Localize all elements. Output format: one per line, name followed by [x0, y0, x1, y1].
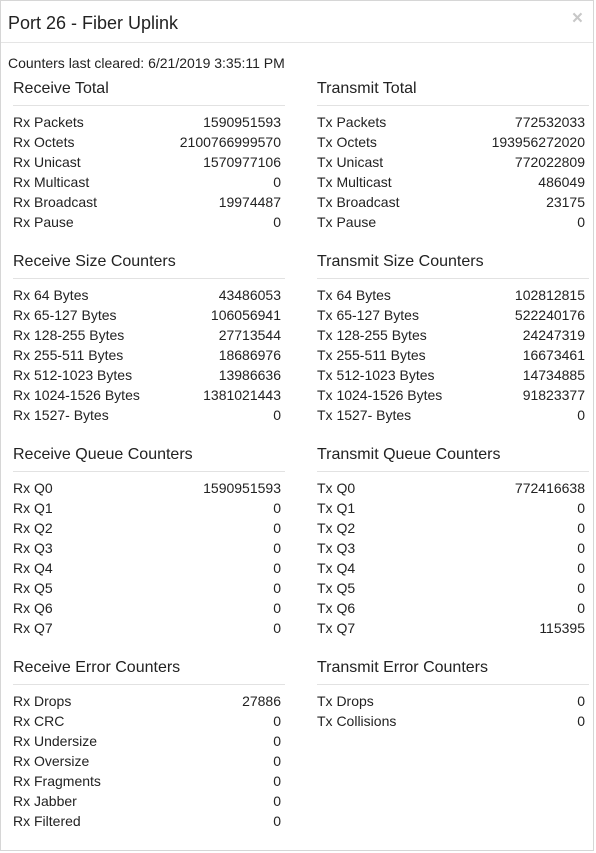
counter-row: [13, 345, 281, 365]
receive-size-counters-section: [13, 246, 281, 425]
counter-label: Rx 1024-1526 Bytes: [13, 387, 140, 403]
counter-label: Rx Drops: [13, 693, 72, 709]
counter-row: [317, 478, 585, 498]
counter-label: Tx 512-1023 Bytes: [317, 367, 435, 383]
counter-label: Tx Q1: [317, 500, 356, 516]
counter-row: [317, 558, 585, 578]
counter-row: [13, 538, 281, 558]
counter-label: Tx 1024-1526 Bytes: [317, 387, 443, 403]
counter-row: [13, 325, 281, 345]
counter-value: 0: [273, 560, 281, 576]
counter-value: 24247319: [522, 327, 585, 343]
counter-label: Rx Q0: [13, 480, 53, 496]
counter-value: 14734885: [522, 367, 585, 383]
counter-row: [13, 558, 281, 578]
counter-row: [317, 285, 585, 305]
counter-row: [317, 192, 585, 212]
section-title: Transmit Queue Counters: [317, 439, 589, 472]
counter-value: 0: [273, 407, 281, 423]
counter-label: Rx Q1: [13, 500, 53, 516]
counter-value: 193956272020: [491, 134, 585, 150]
counters-cleared-text: Counters last cleared: 6/21/2019 3:35:11 PM: [8, 55, 285, 71]
counter-row: [13, 305, 281, 325]
counter-row: [13, 192, 281, 212]
counter-value: 0: [577, 580, 585, 596]
counter-value: 27713544: [218, 327, 281, 343]
counter-label: Rx Fragments: [13, 773, 101, 789]
counter-label: Rx CRC: [13, 713, 65, 729]
counter-row: [317, 538, 585, 558]
counter-value: 0: [273, 580, 281, 596]
receive-column: [13, 73, 281, 831]
transmit-size-counters-section: [317, 246, 585, 425]
counter-value: 0: [273, 620, 281, 636]
counter-value: 0: [273, 793, 281, 809]
counter-row: [13, 711, 281, 731]
counter-value: 772532033: [514, 114, 585, 130]
counter-label: Tx Packets: [317, 114, 387, 130]
receive-error-counters-section: [13, 652, 281, 831]
section-title: Transmit Total: [317, 73, 589, 106]
section-spacer: [13, 425, 281, 439]
counter-row: [13, 578, 281, 598]
counter-value: 0: [273, 520, 281, 536]
counter-label: Tx 128-255 Bytes: [317, 327, 427, 343]
counter-row: [317, 498, 585, 518]
counter-value: 772022809: [514, 154, 585, 170]
counter-row: [317, 132, 585, 152]
counter-label: Tx Q2: [317, 520, 356, 536]
counter-row: [317, 578, 585, 598]
counter-row: [317, 365, 585, 385]
counter-value: 23175: [546, 194, 585, 210]
counter-label: Rx 512-1023 Bytes: [13, 367, 133, 383]
counter-label: Tx Multicast: [317, 174, 392, 190]
counter-value: 0: [273, 540, 281, 556]
section-title: Transmit Error Counters: [317, 652, 589, 685]
dialog-title: Port 26 - Fiber Uplink: [8, 13, 179, 33]
counter-row: [13, 618, 281, 638]
counter-value: 16673461: [522, 347, 585, 363]
counter-label: Tx 64 Bytes: [317, 287, 391, 303]
counter-value: 18686976: [218, 347, 281, 363]
counter-row: [317, 385, 585, 405]
counter-value: 0: [273, 773, 281, 789]
counter-label: Rx Q3: [13, 540, 53, 556]
counter-value: 1590951593: [203, 480, 281, 496]
counter-label: Tx Octets: [317, 134, 377, 150]
counter-value: 19974487: [218, 194, 281, 210]
counter-value: 0: [273, 713, 281, 729]
counter-value: 1590951593: [203, 114, 281, 130]
counter-label: Rx Oversize: [13, 753, 90, 769]
counter-row: [13, 771, 281, 791]
section-title: Receive Total: [13, 73, 285, 106]
counter-label: Rx Multicast: [13, 174, 90, 190]
counter-row: [317, 691, 585, 711]
counter-row: [317, 325, 585, 345]
counter-row: [13, 172, 281, 192]
counter-row: [13, 285, 281, 305]
receive-total-section: [13, 73, 281, 232]
counter-label: Rx Q4: [13, 560, 53, 576]
counter-label: Tx 255-511 Bytes: [317, 347, 426, 363]
counter-label: Tx 1527- Bytes: [317, 407, 412, 423]
counter-value: 0: [273, 753, 281, 769]
counter-value: 0: [577, 500, 585, 516]
counter-row: [13, 212, 281, 232]
section-spacer: [317, 232, 585, 246]
counter-row: [13, 112, 281, 132]
counter-value: 0: [577, 713, 585, 729]
counter-value: 13986636: [218, 367, 281, 383]
close-icon[interactable]: ×: [571, 8, 583, 29]
counter-row: [317, 598, 585, 618]
counter-value: 102812815: [514, 287, 585, 303]
counter-label: Tx Q0: [317, 480, 356, 496]
counter-label: Rx Jabber: [13, 793, 77, 809]
counter-label: Rx 1527- Bytes: [13, 407, 109, 423]
counter-label: Tx Unicast: [317, 154, 384, 170]
counter-label: Rx 255-511 Bytes: [13, 347, 124, 363]
counter-row: [13, 518, 281, 538]
counter-label: Rx Unicast: [13, 154, 81, 170]
counter-value: 0: [577, 540, 585, 556]
counter-row: [13, 152, 281, 172]
counter-row: [13, 498, 281, 518]
counter-row: [317, 405, 585, 425]
counter-value: 0: [273, 733, 281, 749]
transmit-error-counters-section: [317, 652, 585, 731]
counter-row: [13, 791, 281, 811]
section-title: Receive Error Counters: [13, 652, 285, 685]
transmit-total-section: [317, 73, 585, 232]
counter-label: Rx Q6: [13, 600, 53, 616]
counter-value: 2100766999570: [179, 134, 281, 150]
counter-label: Rx Q7: [13, 620, 53, 636]
counter-value: 91823377: [522, 387, 585, 403]
counter-label: Rx Undersize: [13, 733, 98, 749]
counter-label: Tx Drops: [317, 693, 374, 709]
counter-label: Tx Q6: [317, 600, 356, 616]
counter-label: Rx Broadcast: [13, 194, 98, 210]
counter-row: [317, 212, 585, 232]
counter-value: 486049: [538, 174, 585, 190]
counter-row: [317, 711, 585, 731]
counter-value: 1381021443: [203, 387, 281, 403]
counter-value: 0: [273, 600, 281, 616]
counter-value: 0: [577, 520, 585, 536]
counter-row: [317, 172, 585, 192]
counter-row: [317, 305, 585, 325]
counter-label: Rx Packets: [13, 114, 84, 130]
counter-label: Rx Pause: [13, 214, 74, 230]
counter-row: [13, 811, 281, 831]
section-title: Transmit Size Counters: [317, 246, 589, 279]
counter-row: [13, 598, 281, 618]
section-spacer: [13, 638, 281, 652]
counter-label: Tx Q3: [317, 540, 356, 556]
counter-row: [13, 405, 281, 425]
counter-value: 1570977106: [203, 154, 281, 170]
counter-label: Tx Broadcast: [317, 194, 400, 210]
transmit-column: [317, 73, 585, 731]
section-spacer: [317, 638, 585, 652]
counter-value: 115395: [539, 620, 585, 636]
counter-row: [13, 751, 281, 771]
counter-row: [13, 478, 281, 498]
counter-label: Tx Q4: [317, 560, 356, 576]
counter-label: Tx Q7: [317, 620, 356, 636]
counter-value: 43486053: [218, 287, 281, 303]
receive-queue-counters-section: [13, 439, 281, 638]
counter-label: Tx Collisions: [317, 713, 397, 729]
counter-value: 0: [273, 174, 281, 190]
counter-value: 772416638: [514, 480, 585, 496]
counter-value: 522240176: [514, 307, 585, 323]
dialog-header: [1, 1, 593, 43]
counter-value: 0: [577, 407, 585, 423]
counter-row: [13, 731, 281, 751]
counter-value: 0: [273, 214, 281, 230]
counter-row: [317, 152, 585, 172]
section-title: Receive Size Counters: [13, 246, 285, 279]
counter-row: [13, 365, 281, 385]
transmit-queue-counters-section: [317, 439, 585, 638]
counter-row: [317, 518, 585, 538]
counter-row: [317, 112, 585, 132]
section-spacer: [13, 232, 281, 246]
counter-row: [13, 132, 281, 152]
counter-value: 0: [577, 560, 585, 576]
section-spacer: [317, 425, 585, 439]
counter-label: Rx 65-127 Bytes: [13, 307, 117, 323]
counter-row: [317, 345, 585, 365]
counter-label: Rx 64 Bytes: [13, 287, 89, 303]
counter-value: 0: [577, 693, 585, 709]
counter-label: Rx Q5: [13, 580, 53, 596]
section-title: Receive Queue Counters: [13, 439, 285, 472]
counter-row: [13, 385, 281, 405]
counter-row: [13, 691, 281, 711]
counter-label: Tx 65-127 Bytes: [317, 307, 419, 323]
counter-value: 27886: [242, 693, 281, 709]
counter-row: [317, 618, 585, 638]
counter-label: Tx Q5: [317, 580, 356, 596]
counter-value: 0: [273, 813, 281, 829]
counter-label: Rx Q2: [13, 520, 53, 536]
counter-value: 106056941: [210, 307, 281, 323]
counter-value: 0: [273, 500, 281, 516]
counter-label: Rx Octets: [13, 134, 75, 150]
counter-label: Rx 128-255 Bytes: [13, 327, 125, 343]
counter-label: Tx Pause: [317, 214, 377, 230]
counter-value: 0: [577, 214, 585, 230]
counter-label: Rx Filtered: [13, 813, 81, 829]
counter-value: 0: [577, 600, 585, 616]
